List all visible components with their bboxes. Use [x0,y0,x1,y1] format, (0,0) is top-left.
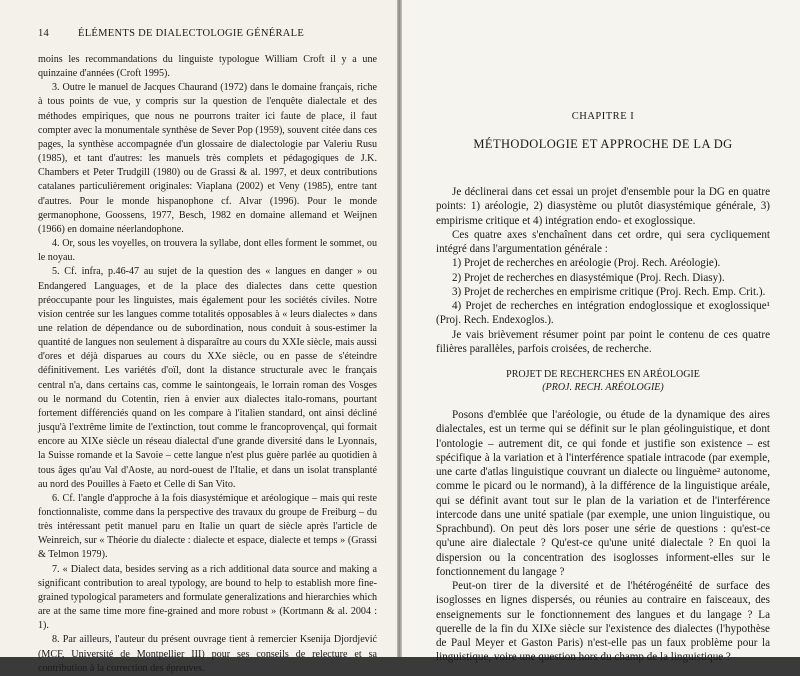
footnote-6: 6. Cf. l'angle d'approche à la fois diasystémique et aréologique – mais qui reste fonctionnaliste, comme dans la perspective des travaux du groupe de Freiburg – du très intéressant petit manuel paru en Italie un quart de siècle après l'article de Weinreich, sur « Théorie du dialecte : dialecte et espace, dialecte et temps » (Grassi & Telmon 1979). [38,492,377,561]
chapter-label: CHAPITRE I [571,111,635,122]
footnote-continuation: moins les recommandations du linguiste typologue William Croft il y a une quinzaine d'années (Croft 1995). [38,54,377,80]
section-title: PROJET DE RECHERCHES EN ARÉOLOGIE [506,369,700,380]
project-list-item: 1) Projet de recherches en aréologie (Proj. Rech. Aréologie). [452,257,721,270]
intro-paragraph: Je déclinerai dans cet essai un projet d'ensemble pour la DG en quatre points: 1) aréologie, 2) diasystème ou plutôt diasystémique générale, 3) empirisme critique et 4) intégration endo- et exoglossique. [436,186,770,227]
footnote-4: 4. Or, sous les voyelles, on trouvera la syllabe, dont elles forment le sommet, ou le noyau. [38,238,377,264]
section-subtitle: (PROJ. RECH. ARÉOLOGIE) [542,382,664,393]
project-list-item: 3) Projet de recherches en empirisme critique (Proj. Rech. Emp. Crit.). [452,285,766,298]
chapter-title: MÉTHODOLOGIE ET APPROCHE DE LA DG [473,137,733,151]
right-page [402,0,800,664]
chapter-heading [436,111,770,152]
footnotes [38,53,377,676]
footnote-5: 5. Cf. infra, p.46-47 au sujet de la question des « langues en danger » ou Endangered Languages, et de la place des dialectes dans cette question préoccupante pour les linguistes, mais également pour les sociétés civiles. Notre vision centrée sur les langues comme totalités opposables à « leurs dialectes » dans une relation de dépendance ou de subordination, nous conduit à sous-estimer la quantité de langues non seulement à disparaître au cours du XXIe siècle, mais aussi d'ores et déjà disparues au cours du XXe siècle, ou en passe de s'éteindre définitivement. Les variétés d'oïl, dont la distance structurale avec le français central n'a, dans certains cas, comme le saintongeais, le lorrain roman des Vosges ou le normand du Cotentin, rien à envier aux dialectes italo-romans, pourtant fortement différenciés quand on les compare à l'italien standard, ont ainsi décliné jusqu'à l'extrême limite de l'extinction, tout comme le francoprovençal, qui formait encore au XIXe siècle un réseau dialectal d'une grande diversité dans le Lyonnais, la Suisse romande et la Savoie – cette langue n'est plus guère parlée au quotidien à tous âges qu'au Val d'Aoste, au nord-ouest de l'Italie, et dans un isolat transplanté au nord des Pouilles à Faeto et Celle di San Vito. [38,266,377,490]
footnote-7: 7. « Dialect data, besides serving as a rich additional data source and making a significant contribution to areal typology, are bound to help to establish more fine-grained typological parameters and formulate generalizations and hierarchies which are at the same time more fine-grained and more robust » (Kortmann & al. 2004 : 1). [38,563,377,632]
left-page [0,0,397,674]
running-head: ÉLÉMENTS DE DIALECTOLOGIE GÉNÉRALE [78,28,305,39]
footnote-3: 3. Outre le manuel de Jacques Chaurand (1972) dans le domaine français, riche à tous points de vue, y compris sur la question de l'enquête dialectale et des méthodes empiriques, que nous ne pourrons traiter ici faute de place, il faut compter avec la monumentale synthèse de Sever Pop (1959), souvent citée dans ces pages, la synthèse accompagnée d'un glossaire de dialectologie par Valeriu Rusu (1985), et tant d'autres: les manuels très complets et pédagogiques de J.K. Chambers et Peter Trudgill (1980) ou de Grassi & al. 1997, et deux contributions catalanes particulièrement originales: Viaplana (2002) et Veny (1985), entre tant d'autres. Pour le monde hispanophone cf. Alvar (1996). Pour le monde germanophone, Goossens, 1977, Besch, 1982 en domaine allemand et Weijnen (1966) en domaine néerlandophone. [38,82,377,235]
section-heading [436,368,770,394]
chapter-body [436,185,770,665]
intro-paragraph: Je vais brièvement résumer point par point le contenu de ces quatre filières parallèles, parfois croisées, de recherche. [436,328,770,355]
footnote-8: 8. Par ailleurs, l'auteur du présent ouvrage tient à remercier Ksenija Djordjević (MCF, Université de Montpellier III) pour ses conseils de relecture et sa contribution à la correction des épreuves. [38,634,377,674]
page-number: 14 [38,28,50,39]
body-paragraph: Peut-on tirer de la diversité et de l'hétérogénéité de surface des isoglosses en lignes dispersés, ou réunies au contraire en faisceaux, des enseignements sur le fonctionnement des langues et du langage ? La querelle de la fin du XIXe siècle sur l'existence des dialectes (l'hypothèse de Paul Meyer et Gaston Paris) n'est-elle pas un faux problème pour la linguistique, voire une question hors du champ de la linguistique ? [436,580,770,664]
project-list-item: 4) Projet de recherches en intégration endoglossique et exoglossique¹ (Proj. Rech. Endexoglos.). [436,300,770,327]
project-list-item: 2) Projet de recherches en diasystémique (Proj. Rech. Diasy). [452,271,725,284]
left-page-header [38,28,377,39]
body-paragraph: Posons d'emblée que l'aréologie, ou étude de la dynamique des aires dialectales, est un terme qui se définit sur le plan géolinguistique, et dont l'ontologie – autrement dit, ce qui fonde et justifie son existence – est spécifique à la variation et à l'interférence spatiale intracode (par exemple, une carte d'atlas linguistique couvrant un dialecte ou linguème² autonome, comme le picard ou le normand), à la différence de la linguistique aréale, qui se définit avant tout sur le plan de la variation et de l'interférence intercode dans une unité spatiale (par exemple, une union linguistique, ou Sprachbund). On peut dès lors poser une série de questions : qu'est-ce qu'une aire dialectale ? Qu'est-ce qu'une unité dialectale ? En quoi la dispersion ou la concentration des isoglosses informent-elles sur le fonctionnement du langage ? [436,409,770,578]
intro-paragraph: Ces quatre axes s'enchaînent dans cet ordre, qui sera cycliquement intégré dans l'argumentation générale : [436,228,770,255]
